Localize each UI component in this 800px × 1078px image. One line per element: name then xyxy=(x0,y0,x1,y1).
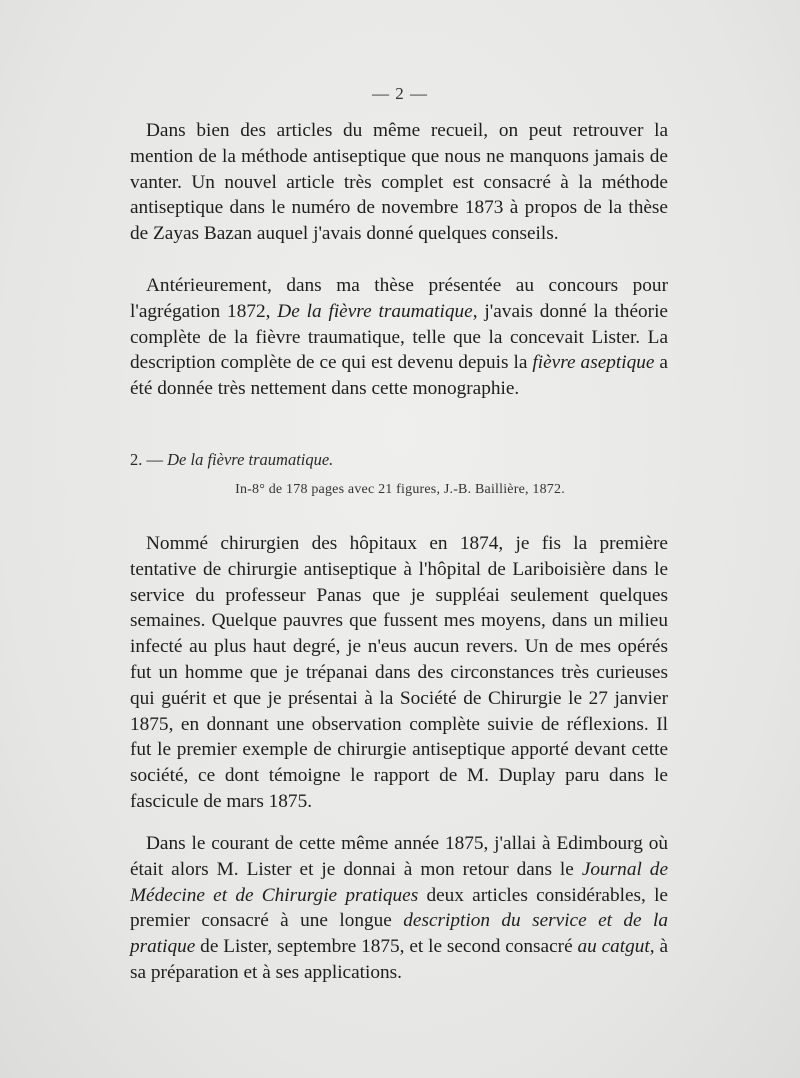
paragraph-4-text-e: de Lister, septembre 1875, et le second consacré xyxy=(195,936,578,958)
paragraph-4 xyxy=(130,831,668,986)
paragraph-4-description: description du service et de la pratique xyxy=(130,910,668,958)
paragraph-2-title: De la fièvre traumatique xyxy=(277,300,473,322)
paragraph-2-term: fièvre aseptique xyxy=(532,352,655,374)
page-number: — 2 — xyxy=(372,84,428,103)
paragraph-2-text-a: Antérieurement, dans ma thèse présentée au concours pour l'agrégation 1872, xyxy=(130,275,668,322)
publication-caption: In-8° de 178 pages avec 21 figures, J.-B. Baillière, 1872. xyxy=(235,482,565,497)
paragraph-4-journal: Journal de Médecine et de Chirurgie pratiques xyxy=(130,858,669,906)
paragraph-4-text-c: deux articles considérables, le premier consacré à une longue xyxy=(130,884,668,932)
section-title: De la fièvre traumatique. xyxy=(167,450,334,469)
paragraph-2-text-e: a été donnée très nettement dans cette monographie. xyxy=(130,352,668,400)
section-heading xyxy=(130,450,333,470)
paragraph-2-text-c: , j'avais donné la théorie complète de la fièvre traumatique, telle que la concevait Lister. La description complète de ce qui est devenu depuis la xyxy=(130,300,668,374)
paragraph-4-text-g: , à sa préparation et à ses applications. xyxy=(130,936,669,983)
paragraph-1: Dans bien des articles du même recueil, on peut retrouver la mention de la méthode antiseptique que nous ne manquons jamais de vanter. Un nouvel article très complet est consacré à la méthode antiseptique dans le numéro de novembre 1873 à propos de la thèse de Zayas Bazan auquel j'avais donné quelques conseils. xyxy=(130,120,668,245)
paragraph-3: Nommé chirurgien des hôpitaux en 1874, je fis la première tentative de chirurgie antiseptique à l'hôpital de Lariboisière dans le service du professeur Panas que je suppléai seulement quelques semaines. Quelque pauvres que fussent mes moyens, dans un milieu infecté au plus haut degré, je n'eus aucun revers. Un de mes opérés fut un homme que je trépanai dans des circonstances très curieuses qui guérit et que je présentai à la Société de Chirurgie le 27 janvier 1875, en donnant une observation complète suivie de réflexions. Il fut le premier exemple de chirurgie antiseptique apporté devant cette société, ce dont témoigne le rapport de M. Duplay paru dans le fascicule de mars 1875. xyxy=(130,533,668,812)
paragraph-4-catgut: au catgut xyxy=(577,936,650,958)
paragraph-2 xyxy=(130,273,668,402)
paragraph-4-text-a: Dans le courant de cette même année 1875, j'allai à Edimbourg où était alors M. Lister et je donnai à mon retour dans le xyxy=(130,833,668,880)
section-number: 2. — xyxy=(130,450,168,469)
